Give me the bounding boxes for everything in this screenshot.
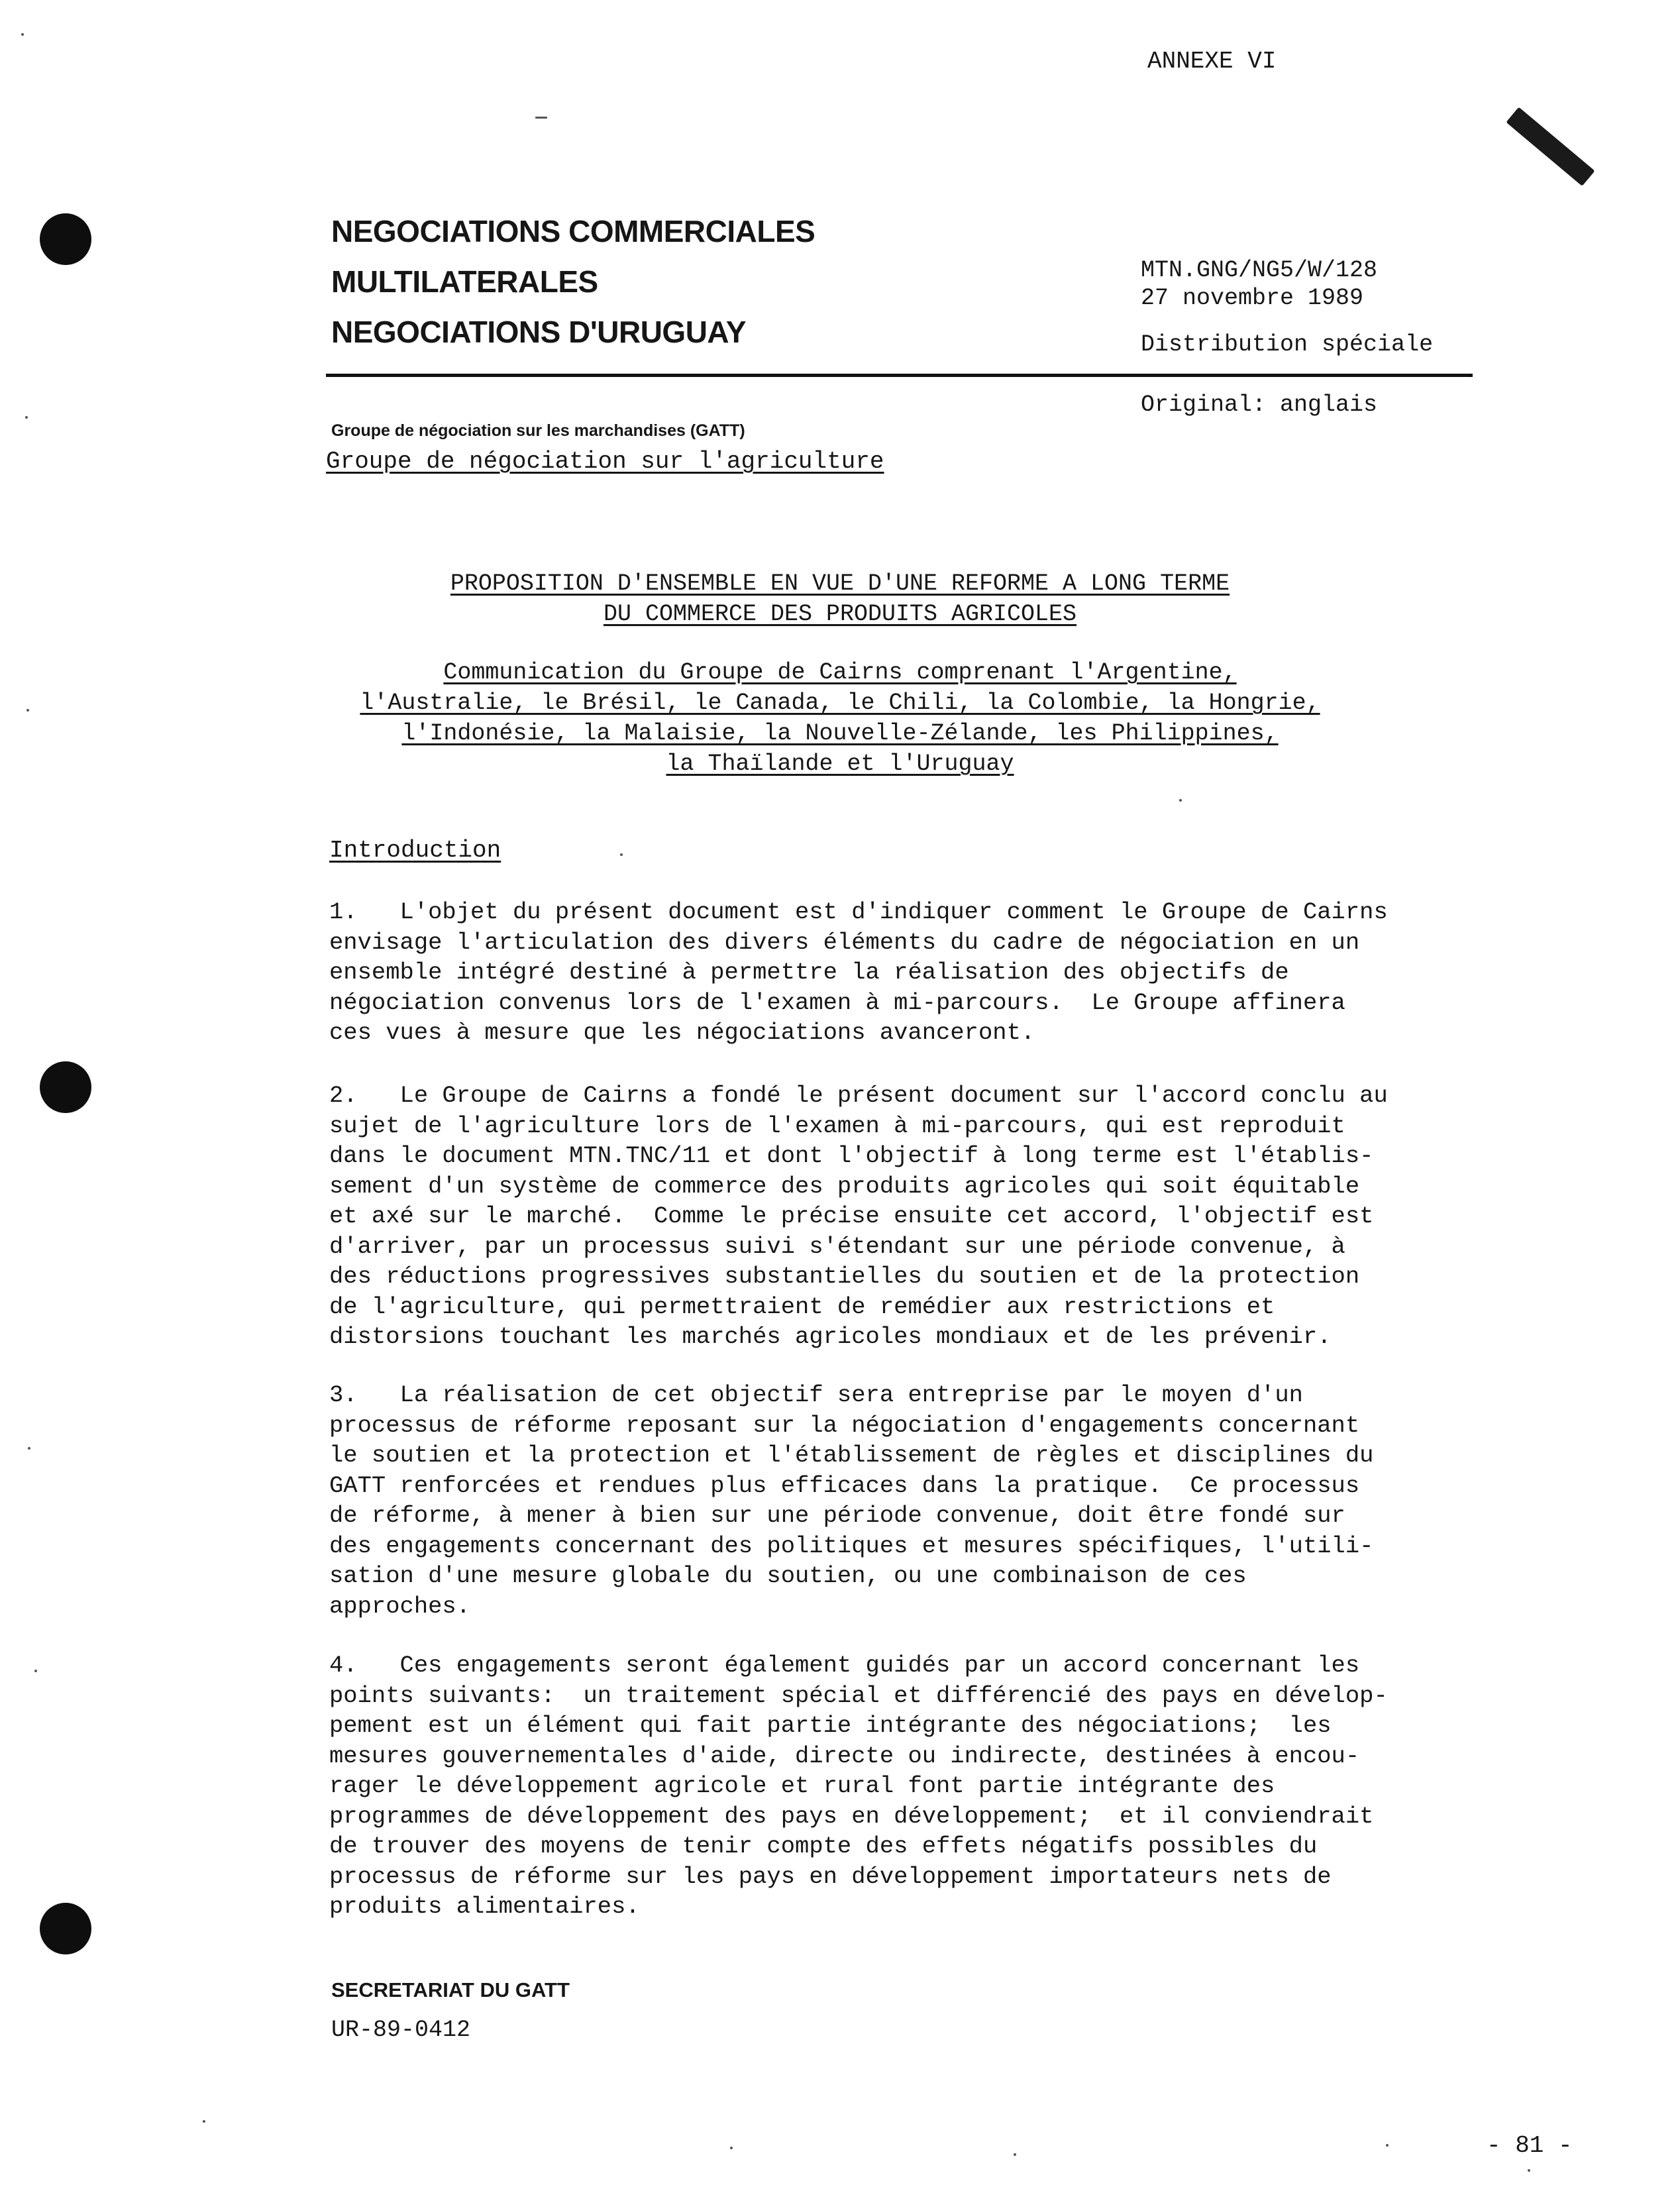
intro-heading: Introduction [329,837,501,864]
scan-speck [1014,2153,1016,2156]
paragraph-line: sement d'un système de commerce des produits agricoles qui soit équitable [329,1172,1360,1200]
paragraph-line: de l'agriculture, qui permettraient de remédier aux restrictions et [329,1293,1275,1320]
scan-speck [535,117,547,119]
paragraph-line: sation d'une mesure globale du soutien, ou une combinaison de ces [329,1562,1247,1589]
paragraph-line: approches. [329,1592,471,1620]
paragraph-line: et axé sur le marché. Comme le précise ensuite cet accord, l'objectif est [329,1202,1374,1230]
header-divider [326,374,1473,377]
paragraph-line: pement est un élément qui fait partie intégrante des négociations; les [329,1712,1332,1739]
parent-group: Groupe de négociation sur les marchandises (GATT) [331,421,745,440]
annex-label: ANNEXE VI [1147,48,1277,75]
document-reference: UR-89-0412 [331,2017,471,2043]
paragraph-line: processus de réforme sur les pays en développement importateurs nets de [329,1862,1332,1890]
paragraph-line: programmes de développement des pays en développement; et il conviendrait [329,1802,1374,1830]
scan-speck [730,2147,733,2149]
punch-hole [40,1903,91,1954]
doc-date: 27 novembre 1989 [1141,285,1364,311]
paragraph-line: mesures gouvernementales d'aide, directe ou indirecte, destinées à encou- [329,1742,1360,1770]
header-line-3: NEGOCIATIONS D'URUGUAY [331,315,747,349]
paragraph-line: de réforme, à mener à bien sur une période convenue, doit être fondé sur [329,1502,1345,1529]
scan-speck [28,1447,30,1450]
paragraph-line: envisage l'articulation des divers éléments du cadre de négociation en un [329,928,1360,956]
scan-speck [21,33,24,36]
scan-speck [1179,799,1182,802]
paragraph-line: ensemble intégré destiné à permettre la réalisation des objectifs de [329,959,1289,986]
page-number: - 81 - [1487,2132,1573,2159]
secretariat-label: SECRETARIAT DU GATT [331,1978,570,2002]
scan-speck [1528,2169,1530,2172]
document-title [0,568,1680,629]
paragraph-1 [329,897,1475,1048]
paragraph-line: des réductions progressives substantielles du soutien et de la protection [329,1263,1360,1290]
title-line: PROPOSITION D'ENSEMBLE EN VUE D'UNE REFORME A LONG TERME [450,570,1230,597]
paragraph-line: le soutien et la protection et l'établissement de règles et disciplines du [329,1442,1374,1469]
doc-number: MTN.GNG/NG5/W/128 [1141,257,1378,284]
paragraph-line: processus de réforme reposant sur la négociation d'engagements concernant [329,1411,1360,1439]
communication-line: l'Australie, le Brésil, le Canada, le Chili, la Colombie, la Hongrie, [360,690,1320,716]
scan-speck [1386,2144,1389,2147]
communication-line: l'Indonésie, la Malaisie, la Nouvelle-Zélande, les Philippines, [401,720,1279,747]
paragraph-line: ces vues à mesure que les négociations avanceront. [329,1019,1035,1046]
paragraph-line: négociation convenus lors de l'examen à mi-parcours. Le Groupe affinera [329,988,1345,1016]
title-line: DU COMMERCE DES PRODUITS AGRICOLES [603,601,1077,627]
paragraph-line: des engagements concernant des politiques et mesures spécifiques, l'utili- [329,1532,1374,1560]
scan-speck [620,853,623,856]
paragraph-3 [329,1380,1475,1621]
paragraph-2 [329,1081,1475,1352]
communication-line: la Thaïlande et l'Uruguay [666,751,1014,777]
paragraph-4 [329,1650,1475,1922]
original-language: Original: anglais [1141,392,1378,418]
header-line-1: NEGOCIATIONS COMMERCIALES [331,214,815,248]
paragraph-line: 2. Le Groupe de Cairns a fondé le présent document sur l'accord conclu au [329,1082,1388,1109]
communication-line: Communication du Groupe de Cairns comprenant l'Argentine, [443,659,1237,686]
staple-mark [1506,107,1595,186]
paragraph-line: dans le document MTN.TNC/11 et dont l'objectif à long terme est l'établis- [329,1142,1374,1169]
paragraph-line: rager le développement agricole et rural font partie intégrante des [329,1772,1275,1799]
distribution: Distribution spéciale [1141,331,1434,358]
scan-speck [25,416,28,419]
paragraph-line: distorsions touchant les marchés agricoles mondiaux et de les prévenir. [329,1323,1332,1350]
scan-speck [203,2120,205,2123]
paragraph-line: sujet de l'agriculture lors de l'examen à mi-parcours, qui est reproduit [329,1112,1345,1140]
punch-hole [40,213,91,265]
group-name: Groupe de négociation sur l'agriculture [326,448,884,475]
header-line-2: MULTILATERALES [331,264,598,299]
paragraph-line: GATT renforcées et rendues plus efficaces dans la pratique. Ce processus [329,1471,1360,1499]
paragraph-line: d'arriver, par un processus suivi s'étendant sur une période convenue, à [329,1232,1345,1260]
paragraph-line: 4. Ces engagements seront également guidés par un accord concernant les [329,1652,1360,1679]
paragraph-line: 3. La réalisation de cet objectif sera entreprise par le moyen d'un [329,1381,1303,1409]
paragraph-line: 1. L'objet du présent document est d'indiquer comment le Groupe de Cairns [329,898,1388,926]
paragraph-line: points suivants: un traitement spécial et différencié des pays en dévelop- [329,1682,1388,1709]
paragraph-line: produits alimentaires. [329,1893,640,1920]
communication-block [0,657,1680,779]
scan-speck [34,1670,37,1672]
paragraph-line: de trouver des moyens de tenir compte des effets négatifs possibles du [329,1833,1318,1860]
punch-hole [40,1061,91,1113]
